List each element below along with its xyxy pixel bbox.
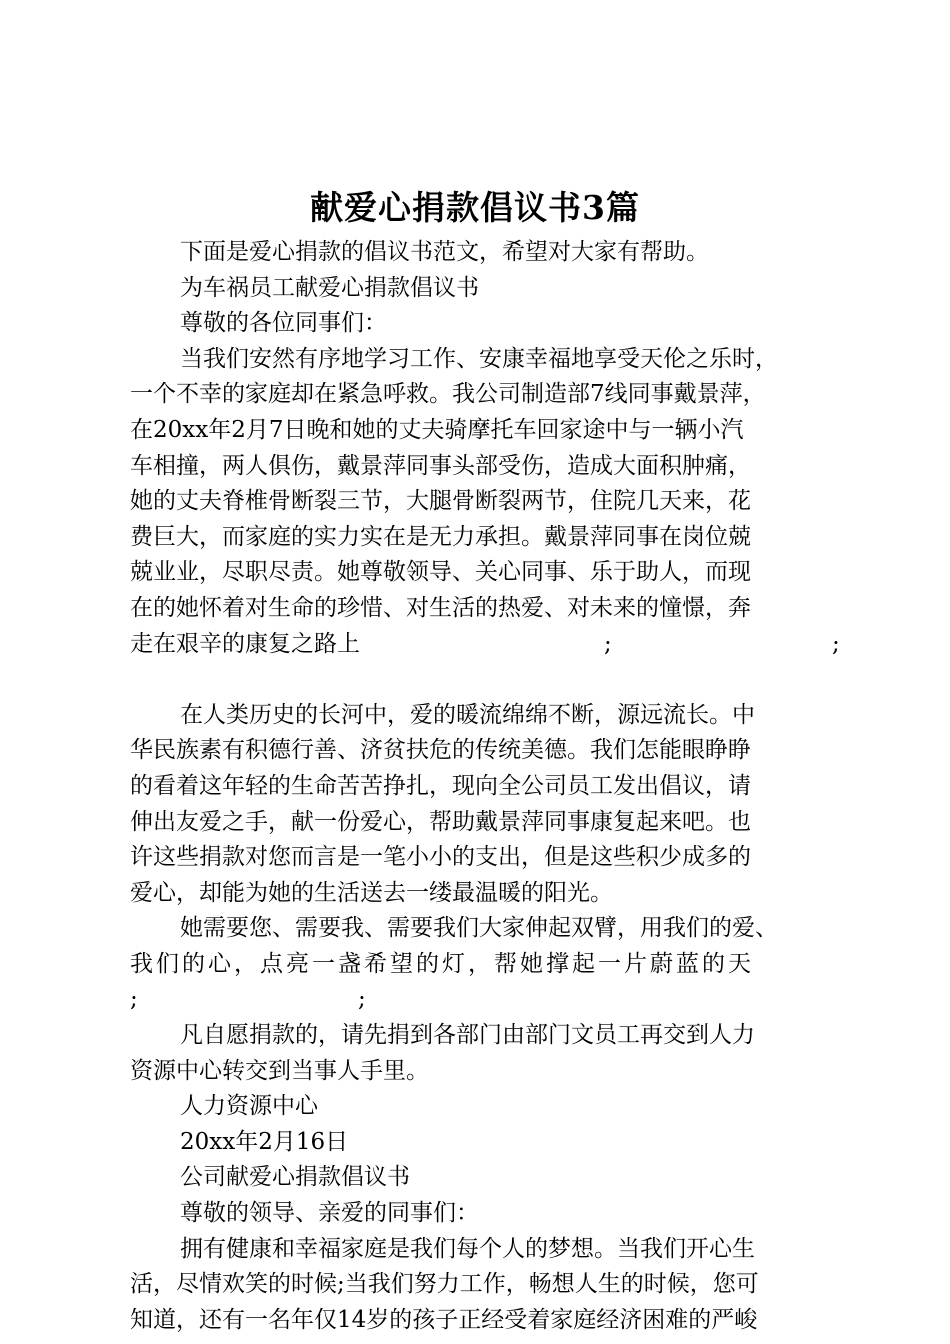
- paragraph-line: 在的她怀着对生命的珍惜、对生活的热爱、对未来的憧憬，奔: [130, 594, 751, 621]
- paragraph-line: 的看着这年轻的生命苦苦挣扎，现向全公司员工发出倡议，请: [130, 772, 751, 799]
- paragraph-line: 资源中心转交到当事人手里。: [130, 1057, 429, 1084]
- paragraph-line: 当我们安然有序地学习工作、安康幸福地享受天伦之乐时，: [180, 345, 778, 372]
- paragraph-line: 她的丈夫脊椎骨断裂三节，大腿骨断裂两节，住院几天来，花: [130, 488, 751, 515]
- paragraph-line: 她需要您、需要我、需要我们大家伸起双臂，用我们的爱、: [180, 915, 778, 942]
- section-heading-2: 公司献爱心捐款倡议书: [180, 1164, 410, 1191]
- paragraph-line: 凡自愿捐款的，请先捐到各部门由部门文员工再交到人力: [180, 1022, 755, 1049]
- semicolon: ;: [604, 630, 612, 657]
- paragraph-line: 在20xx年2月7日晚和她的丈夫骑摩托车回家途中与一辆小汽: [130, 416, 744, 443]
- paragraph-line: 伸出友爱之手，献一份爱心，帮助戴景萍同事康复起来吧。也: [130, 808, 751, 835]
- paragraph-text: 走在艰辛的康复之路上: [130, 630, 360, 657]
- paragraph-line: 拥有健康和幸福家庭是我们每个人的梦想。当我们开心生: [180, 1235, 755, 1262]
- paragraph-line: 爱心，却能为她的生活送去一缕最温暖的阳光。: [130, 879, 613, 906]
- paragraph-line: 活，尽情欢笑的时候;当我们努力工作，畅想人生的时候，您可: [130, 1271, 759, 1298]
- paragraph-line: 许这些捐款对您而言是一笔小小的支出，但是这些积少成多的: [130, 844, 751, 871]
- document-title: 献爱心捐款倡议书3篇: [310, 188, 640, 227]
- paragraph-line: 兢业业，尽职尽责。她尊敬领导、关心同事、乐于助人，而现: [130, 559, 751, 586]
- section-heading-1: 为车祸员工献爱心捐款倡议书: [180, 274, 479, 301]
- paragraph-line-with-semicolons: [130, 627, 842, 663]
- paragraph-line: 在人类历史的长河中，爱的暖流绵绵不断，源远流长。中: [180, 701, 755, 728]
- semicolon-line: [130, 982, 842, 1018]
- semicolon: ;: [130, 986, 138, 1013]
- semicolon: ;: [358, 986, 366, 1013]
- paragraph-line: 我们的心，点亮一盏希望的灯，帮她撑起一片蔚蓝的天: [130, 950, 754, 977]
- semicolon: ;: [832, 630, 840, 657]
- paragraph-line: 费巨大，而家庭的实力实在是无力承担。戴景萍同事在岗位兢: [130, 523, 751, 550]
- paragraph-line: 华民族素有积德行善、济贫扶危的传统美德。我们怎能眼睁睁: [130, 737, 751, 764]
- signature-date: 20xx年2月16日: [180, 1128, 349, 1155]
- paragraph-line: 车相撞，两人俱伤，戴景萍同事头部受伤，造成大面积肿痛，: [130, 452, 751, 479]
- document-body: [130, 235, 842, 1338]
- salutation-2: 尊敬的领导、亲爱的同事们：: [180, 1200, 479, 1227]
- signature-department: 人力资源中心: [180, 1093, 318, 1120]
- paragraph-line: 一个不幸的家庭却在紧急呼救。我公司制造部7线同事戴景萍，: [130, 381, 766, 408]
- intro-line: 下面是爱心捐款的倡议书范文，希望对大家有帮助。: [180, 239, 709, 265]
- paragraph-line: 知道，还有一名年仅14岁的孩子正经受着家庭经济困难的严峻: [130, 1306, 758, 1333]
- salutation-1: 尊敬的各位同事们：: [180, 310, 387, 337]
- blank-line: [130, 662, 842, 698]
